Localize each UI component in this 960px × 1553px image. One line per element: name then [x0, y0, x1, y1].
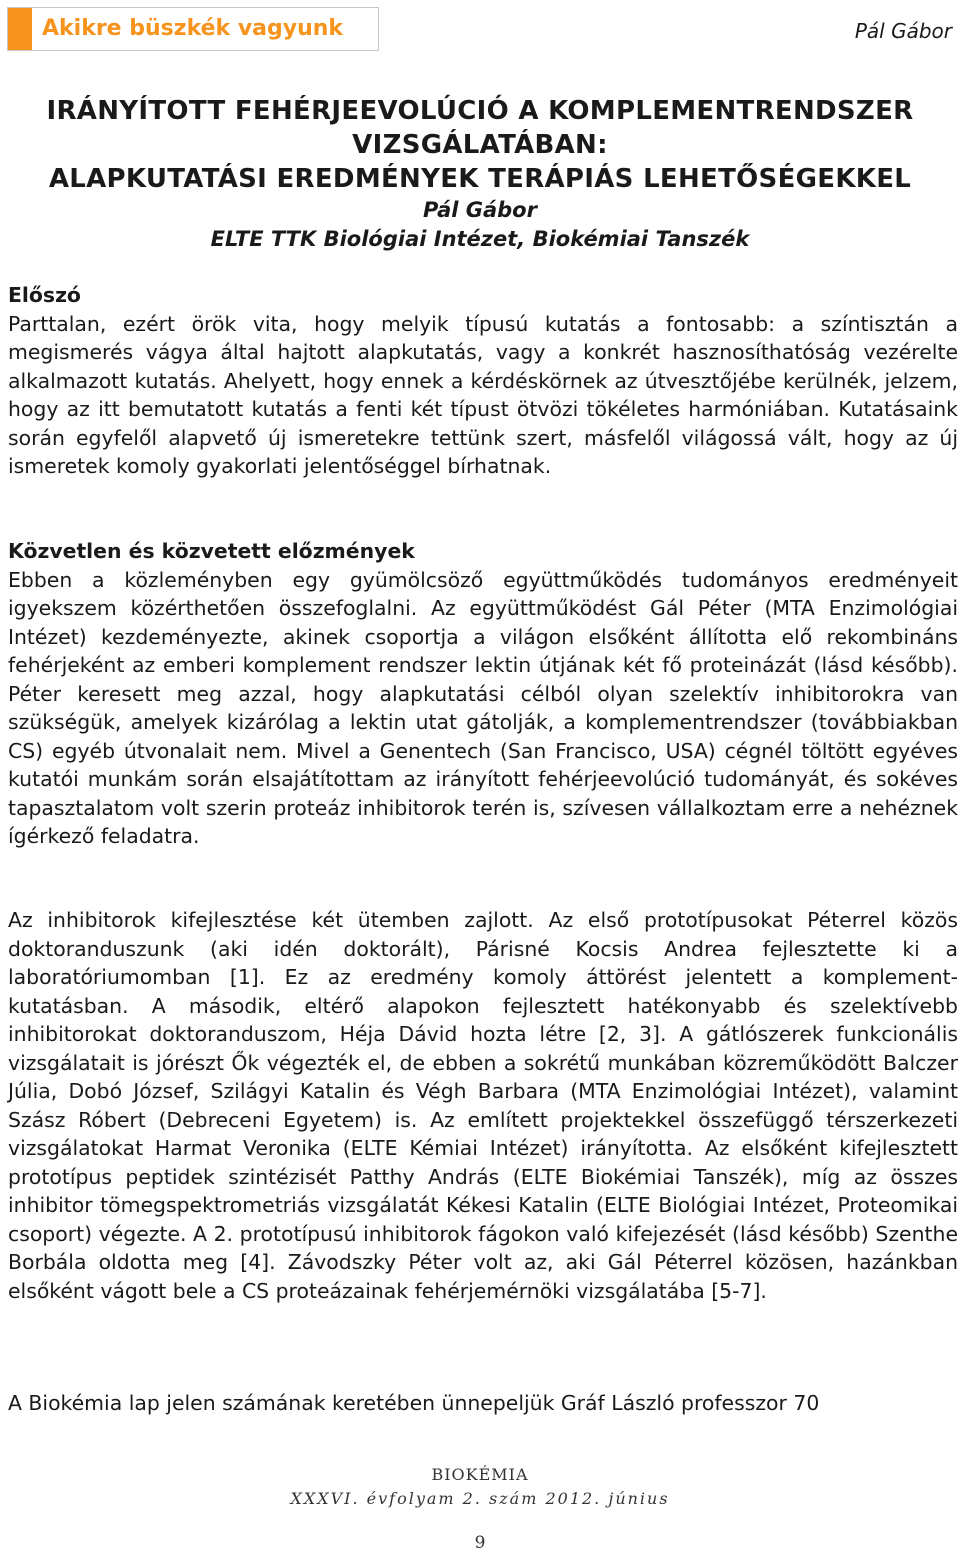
section-preface: [8, 281, 958, 481]
paragraph-antecedents-3: A Biokémia lap jelen számának keretében ünnepeljük Gráf László professzor 70: [8, 1391, 820, 1415]
article-affiliation: ELTE TTK Biológiai Intézet, Biokémiai Tanszék: [210, 227, 750, 251]
paragraph-antecedents-2: Az inhibitorok kifejlesztése két ütemben zajlott. Az első prototípusokat Péterrel közös doktoranduszunk (aki idén doktorált), Párisné Kocsis Andrea fejlesztette ki a laboratóriumomban [1]. Ez az eredmény komoly áttörést jelentett a komplement-kutatásban. A második, eltérő alapokon fejlesztett hatékonyabb és szelektívebb inhibitorokat doktoranduszom, Héja Dávid hozta létre [2, 3]. A gátlószerek funkcionális vizsgálatait is jórészt Ők végezték el, de ebben a sokrétű munkában közreműködött Balczer Júlia, Dobó József, Szilágyi Katalin és Végh Barbara (MTA Enzimológiai Intézet), valamint Szász Róbert (Debreceni Egyetem) is. Az említett projektekkel összefüggő térszerkezeti vizsgálatokat Harmat Veronika (ELTE Kémiai Intézet) irányította. Az elsőként kifejlesztett prototípus peptidek szintézisét Patthy András (ELTE Biokémiai Tanszék), míg az összes inhibitor tömegspektrometriás vizsgálatát Kékesi Katalin (ELTE Biológiai Intézet, Proteomikai csoport) végezte. A 2. prototípusú inhibitorok fágokon való kifejezését (lásd később) Szenthe Borbála oldotta meg [4]. Závodszky Péter volt az, aki Gál Péterrel közösen, hazánkban elsőként vágott bele a CS proteázainak fehérjemérnöki vizsgálatába [5-7].: [8, 908, 958, 1303]
paragraph-preface: Parttalan, ezért örök vita, hogy melyik típusú kutatás a fontosabb: a színtisztán a megismerés vágya által hajtott alapkutatás, vagy a konkrét hasznosíthatóság vezérelte alkalmazott kutatás. Ahelyett, hogy ennek a kérdéskörnek az útvesztőjébe kerülnék, jelzem, hogy az itt bemutatott kutatás a fenti két típust ötvözi tökéletes harmóniában. Kutatásaink során egyfelől alapvető új ismeretekre tettünk szert, másfelől világossá vált, hogy az új ismeretek komoly gyakorlati jelentőséggel bírhatnak.: [8, 311, 958, 478]
section-antecedents-cont: [8, 906, 958, 1305]
article-title-line-1: IRÁNYÍTOTT FEHÉRJEEVOLÚCIÓ A KOMPLEMENTRENDSZER: [46, 96, 914, 126]
article-title-line-2: VIZSGÁLATÁBAN:: [352, 130, 608, 160]
page-footer: [0, 1463, 960, 1511]
section-antecedents: [8, 537, 958, 851]
section-heading-preface: Előszó: [8, 283, 81, 307]
article-title-line-3: ALAPKUTATÁSI EREDMÉNYEK TERÁPIÁS LEHETŐSÉGEKKEL: [48, 164, 912, 194]
footer-journal-name: BIOKÉMIA: [431, 1465, 529, 1484]
section-tag: [7, 7, 379, 51]
article-author: Pál Gábor: [423, 198, 537, 222]
section-tag-accent: [8, 8, 32, 50]
section-heading-antecedents: Közvetlen és közvetett előzmények: [8, 539, 415, 563]
running-header-author: Pál Gábor: [854, 19, 952, 43]
section-antecedents-cont-2: [8, 1389, 958, 1418]
footer-issue: XXXVI. évfolyam 2. szám 2012. június: [290, 1489, 670, 1508]
paragraph-antecedents-1: Ebben a közleményben egy gyümölcsöző együttműködés tudományos eredményeit igyekszem közérthetően összefoglalni. Az együttműködést Gál Péter (MTA Enzimológiai Intézet) kezdeményezte, akinek csoportja a világon elsőként állította elő rekombináns fehérjeként az emberi komplement rendszer lektin útjának két fő proteinázát (lásd később). Péter keresett meg azzal, hogy alapkutatási célból olyan szelektív inhibitorokra van szükségük, amelyek kizárólag a lektin utat gátolják, a komplementrendszer (továbbiakban CS) egyéb útvonalait nem. Mivel a Genentech (San Francisco, USA) cégnél töltött egyéves kutatói munkám során elsajátítottam az irányított fehérjeevolúció tudományát, és sokéves tapasztalatom volt szerin proteáz inhibitorok terén is, szívesen vállalkoztam erre a nehéznek ígérkező feladatra.: [8, 567, 958, 848]
section-tag-label: Akikre büszkék vagyunk: [42, 16, 344, 41]
page-number: 9: [474, 1533, 486, 1553]
article-title-block: [0, 94, 960, 254]
